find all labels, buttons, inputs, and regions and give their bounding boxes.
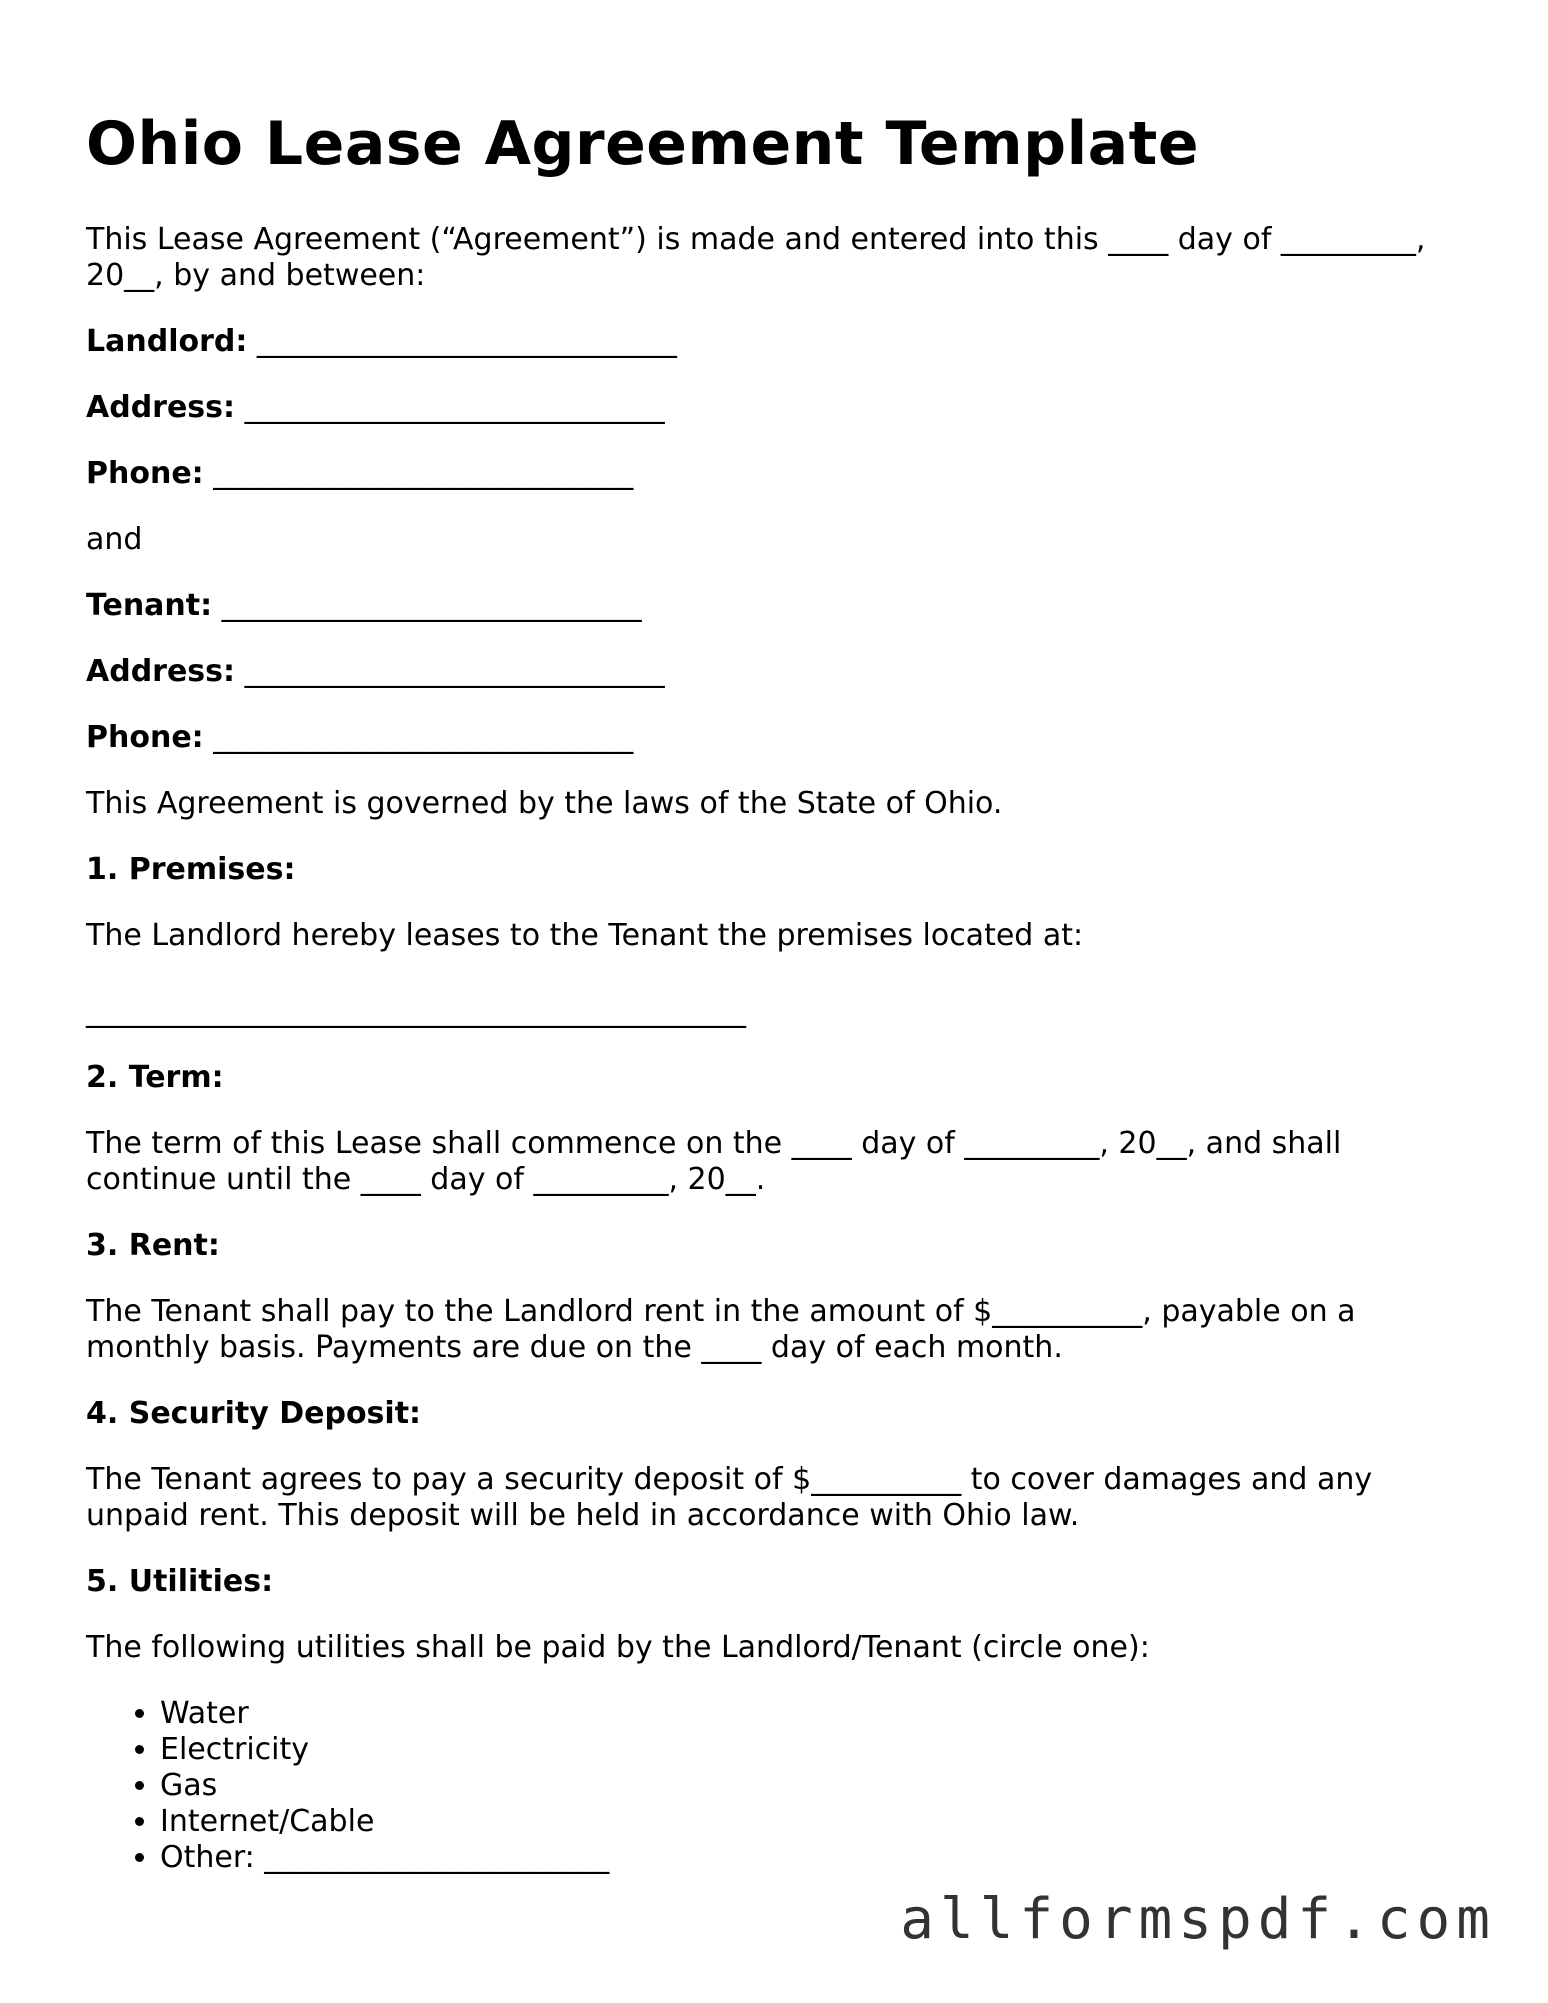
landlord-phone-line [86, 456, 1466, 492]
premises-address-blank: ____________________________________________ [86, 994, 746, 1029]
utilities-heading: 5. Utilities: [86, 1564, 274, 1599]
page-title: Ohio Lease Agreement Template [86, 109, 1200, 179]
landlord-phone-label: Phone: [86, 456, 204, 491]
landlord-name-label: Landlord: [86, 324, 248, 359]
tenant-name-blank: ____________________________ [221, 588, 642, 623]
and-text: and [86, 522, 143, 557]
tenant-phone-label: Phone: [86, 720, 204, 755]
watermark: allformspdf.com [900, 1887, 1496, 1952]
tenant-name-line [86, 588, 1466, 624]
tenant-address-blank: ____________________________ [244, 654, 665, 689]
governing-law-text: This Agreement is governed by the laws of the State of Ohio. [86, 786, 1003, 821]
lease-document [86, 108, 1466, 1876]
landlord-phone-blank: ____________________________ [213, 456, 634, 491]
tenant-address-line [86, 654, 1466, 690]
landlord-address-blank: ____________________________ [244, 390, 665, 425]
rent-text: The Tenant shall pay to the Landlord rent in the amount of $__________, payable on a monthly basis. Payments are due on the ____ day of each month. [86, 1294, 1356, 1365]
premises-heading: 1. Premises: [86, 852, 296, 887]
landlord-name-line [86, 324, 1466, 360]
deposit-heading: 4. Security Deposit: [86, 1396, 422, 1431]
term-text: The term of this Lease shall commence on the ____ day of _________, 20__, and shall continue until the ____ day of _________, 20__. [86, 1126, 1342, 1197]
tenant-name-label: Tenant: [86, 588, 213, 623]
list-item: • Water [160, 1696, 1466, 1732]
rent-heading: 3. Rent: [86, 1228, 220, 1263]
landlord-address-line [86, 390, 1466, 426]
utilities-text: The following utilities shall be paid by the Landlord/Tenant (circle one): [86, 1630, 1150, 1665]
list-item: • Gas [160, 1768, 1466, 1804]
landlord-name-blank: ____________________________ [256, 324, 677, 359]
utilities-list [86, 1696, 1466, 1876]
premises-text: The Landlord hereby leases to the Tenant the premises located at: [86, 918, 1084, 953]
list-item: • Electricity [160, 1732, 1466, 1768]
list-item: • Other: _______________________ [160, 1840, 1466, 1876]
deposit-text: The Tenant agrees to pay a security deposit of $__________ to cover damages and any unpaid rent. This deposit will be held in accordance with Ohio law. [86, 1462, 1373, 1533]
tenant-address-label: Address: [86, 654, 236, 689]
term-heading: 2. Term: [86, 1060, 224, 1095]
tenant-phone-line [86, 720, 1466, 756]
intro-paragraph: This Lease Agreement (“Agreement”) is made and entered into this ____ day of _________, 20__, by and between: [86, 222, 1426, 293]
list-item: • Internet/Cable [160, 1804, 1466, 1840]
landlord-address-label: Address: [86, 390, 236, 425]
tenant-phone-blank: ____________________________ [213, 720, 634, 755]
